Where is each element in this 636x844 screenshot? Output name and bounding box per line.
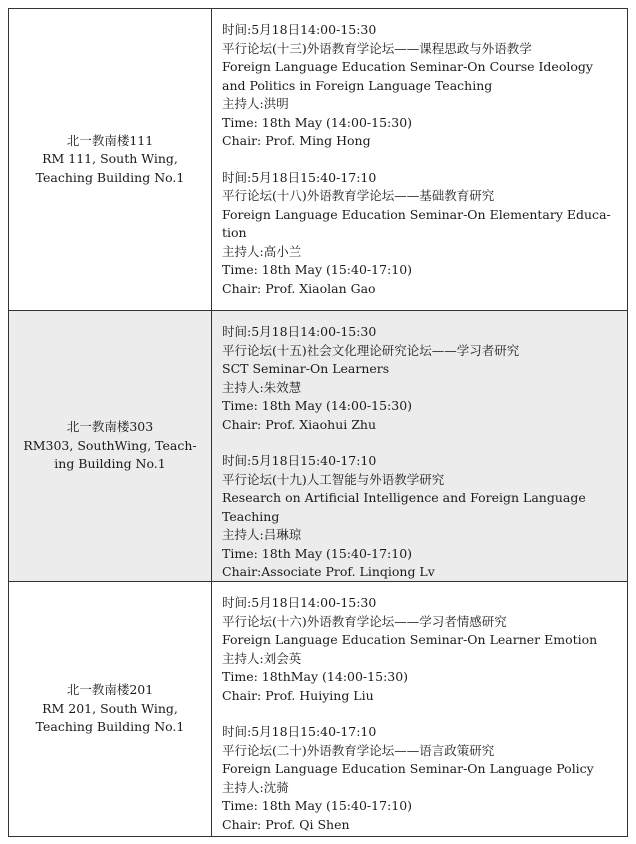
session-time-cn: 时间:5月18日14:00-15:30 [222, 595, 377, 610]
session-title-cn: 平行论坛(二十)外语教育学论坛——语言政策研究 [222, 742, 495, 758]
session-block [222, 723, 617, 834]
session-title-en: tion [222, 225, 247, 240]
session-chair-en: Chair: Prof. Qi Shen [222, 816, 350, 832]
session-chair-en: Chair:Associate Prof. Linqiong Lv [222, 564, 435, 579]
session-chair-en: Chair: Prof. Xiaolan Gao [222, 280, 376, 296]
location-cell [9, 582, 212, 836]
session-title-cn: 平行论坛(十六)外语教育学论坛——学习者情感研究 [222, 613, 507, 629]
schedule-table [8, 8, 628, 837]
session-title-cn: 平行论坛(十八)外语教育学论坛——基础教育研究 [222, 188, 495, 203]
location-en-line: RM 201, South Wing, [42, 700, 178, 716]
session-title-cn: 平行论坛(十五)社会文化理论研究论坛——学习者研究 [222, 342, 520, 358]
session-time-en: Time: 18th May (14:00-15:30) [222, 398, 413, 413]
session-time-en: Time: 18th May (15:40-17:10) [222, 798, 413, 813]
session-title-en: Teaching [222, 508, 280, 524]
session-chair-cn: 主持人:沈骑 [222, 779, 289, 795]
session-title-en: SCT Seminar-On Learners [222, 361, 390, 376]
session-block [222, 452, 617, 582]
session-title-en: Foreign Language Education Seminar-On Learner Emotion [222, 632, 598, 647]
location-en-line: RM 111, South Wing, [42, 151, 178, 167]
location-cn: 北一教南楼201 [66, 682, 154, 698]
session-title-en: Foreign Language Education Seminar-On Course Ideology [222, 59, 593, 74]
session-title-en: Foreign Language Education Seminar-On Language Policy [222, 761, 594, 776]
session-time-en: Time: 18th May (15:40-17:10) [222, 262, 413, 277]
location-en-line: RM303, SouthWing, Teach- [23, 437, 197, 453]
sessions-cell [212, 311, 627, 581]
session-time-cn: 时间:5月18日14:00-15:30 [222, 22, 377, 37]
session-title-cn: 平行论坛(十三)外语教育学论坛——课程思政与外语教学 [222, 40, 532, 56]
session-time-cn: 时间:5月18日15:40-17:10 [222, 453, 377, 468]
sessions-cell [212, 9, 627, 310]
session-block [222, 21, 617, 151]
session-chair-cn: 主持人:洪明 [222, 96, 289, 111]
session-title-cn: 平行论坛(十九)人工智能与外语教学研究 [222, 471, 445, 487]
session-time-cn: 时间:5月18日15:40-17:10 [222, 724, 377, 739]
session-time-en: Time: 18th May (14:00-15:30) [222, 114, 413, 130]
session-chair-en: Chair: Prof. Ming Hong [222, 133, 371, 148]
session-chair-en: Chair: Prof. Huiying Liu [222, 687, 374, 703]
session-chair-cn: 主持人:朱效慧 [222, 379, 302, 395]
session-time-en: Time: 18th May (15:40-17:10) [222, 545, 413, 561]
session-title-en: and Politics in Foreign Language Teaching [222, 77, 493, 93]
session-time-en: Time: 18thMay (14:00-15:30) [222, 669, 409, 684]
location-en-line: Teaching Building No.1 [35, 719, 185, 735]
session-time-cn: 时间:5月18日14:00-15:30 [222, 324, 377, 339]
location-en-line: Teaching Building No.1 [35, 169, 185, 185]
table-row [9, 311, 627, 582]
session-block [222, 594, 617, 705]
session-chair-cn: 主持人:高小兰 [222, 243, 302, 259]
location-cn: 北一教南楼111 [66, 132, 154, 148]
table-row [9, 582, 627, 836]
session-chair-cn: 主持人:刘会英 [222, 650, 302, 666]
session-title-en: Research on Artificial Intelligence and Foreign Language [222, 490, 586, 505]
location-cell [9, 311, 212, 581]
session-chair-en: Chair: Prof. Xiaohui Zhu [222, 416, 376, 432]
location-en-line: ing Building No.1 [54, 456, 166, 472]
session-block [222, 323, 617, 434]
session-time-cn: 时间:5月18日15:40-17:10 [222, 169, 377, 185]
location-cell [9, 9, 212, 310]
location-cn: 北一教南楼303 [66, 419, 154, 435]
table-row [9, 9, 627, 311]
session-block [222, 169, 617, 299]
session-chair-cn: 主持人:吕琳琼 [222, 527, 302, 542]
session-title-en: Foreign Language Education Seminar-On Elementary Educa- [222, 206, 611, 222]
sessions-cell [212, 582, 627, 836]
